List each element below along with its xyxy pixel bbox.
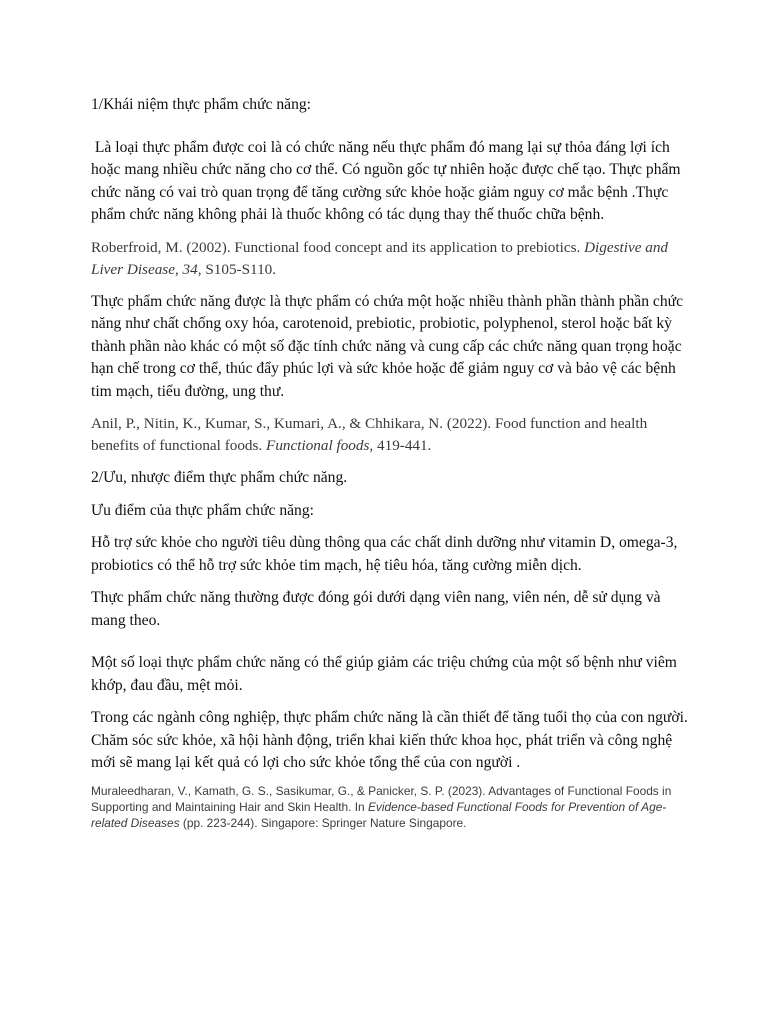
- citation-pages: , 419-441.: [369, 437, 432, 454]
- section-heading-definition: 1/Khái niệm thực phẩm chức năng:: [91, 96, 311, 113]
- paragraph-advantage-symptoms: Một số loại thực phẩm chức năng có thể giúp giảm các triệu chứng của một số bệnh như viêm khớp, đau đầu, mệt mỏi.: [91, 654, 677, 694]
- citation-publisher: (pp. 223-244). Singapore: Springer Nature Singapore.: [179, 816, 467, 831]
- paragraph-advantage-health: Hỗ trợ sức khỏe cho người tiêu dùng thông qua các chất dinh dưỡng như vitamin D, omega-3, probiotics có thể hỗ trợ sức khỏe tim mạch, hệ tiêu hóa, tăng cường miễn dịch.: [91, 534, 678, 574]
- document-page: [91, 94, 691, 832]
- citation-pages: , S105-S110.: [197, 260, 277, 278]
- subheading-advantages: Ưu điểm của thực phẩm chức năng:: [91, 501, 314, 519]
- citation-authors: Anil, P., Nitin, K., Kumar, S., Kumari, A., & Chhikara, N. (2022). Food function and health benefits of functional foods.: [91, 415, 648, 454]
- citation-muraleedharan: [91, 783, 691, 832]
- paragraph-definition: Là loại thực phẩm được coi là có chức năng nếu thực phẩm đó mang lại sự thỏa đáng lợi ích hoặc mang nhiều chức năng cho cơ thể. Có nguồn gốc tự nhiên hoặc được chế tạo. Thực phẩm chức năng có vai trò quan trọng để tăng cường sức khỏe hoặc giảm nguy cơ mắc bệnh .Thực phẩm chức năng không phải là thuốc không có tác dụng thay thế thuốc chữa bệnh.: [91, 138, 685, 223]
- citation-separator: ,: [174, 260, 183, 278]
- citation-book: Evidence-based Functional Foods for Prevention of Age-related Diseases: [91, 799, 667, 831]
- paragraph-functional-components: Thực phẩm chức năng được là thực phẩm có chứa một hoặc nhiều thành phần thành phần chức năng như chất chống oxy hóa, carotenoid, prebiotic, probiotic, polyphenol, sterol hoặc bất kỳ thành phần nào khác có một số đặc tính chức năng và cung cấp các chức năng quan trọng hoặc hạn chế trong cơ thể, thúc đẩy phúc lợi và sức khỏe hoặc để giảm nguy cơ và bảo vệ các bệnh tim mạch, tiểu đường, ung thư.: [91, 292, 683, 400]
- paragraph-advantage-convenience: Thực phẩm chức năng thường được đóng gói dưới dạng viên nang, viên nén, dễ sử dụng và mang theo.: [91, 589, 661, 629]
- citation-authors: Roberfroid, M. (2002). Functional food concept and its application to prebiotics.: [91, 238, 585, 256]
- section-heading-pros-cons: 2/Ưu, nhược điểm thực phẩm chức năng.: [91, 469, 348, 486]
- paragraph-advantage-industry: Trong các ngành công nghiệp, thực phẩm chức năng là cần thiết để tăng tuổi thọ của con người. Chăm sóc sức khỏe, xã hội hành động, triển khai kiến thức khoa học, phát triển và công nghệ mới sẽ mang lại kết quả có lợi cho sức khỏe tổng thể của con người .: [91, 709, 688, 771]
- citation-journal: Functional foods: [266, 437, 370, 454]
- citation-journal: Digestive and Liver Disease: [91, 238, 669, 278]
- citation-volume: 34: [182, 260, 198, 278]
- citation-anil: [91, 413, 691, 457]
- citation-roberfroid: [91, 237, 691, 281]
- citation-authors: Muraleedharan, V., Kamath, G. S., Sasikumar, G., & Panicker, S. P. (2023). Advantages of Functional Foods in Supporting and Maintaining Hair and Skin Health. In: [91, 783, 672, 814]
